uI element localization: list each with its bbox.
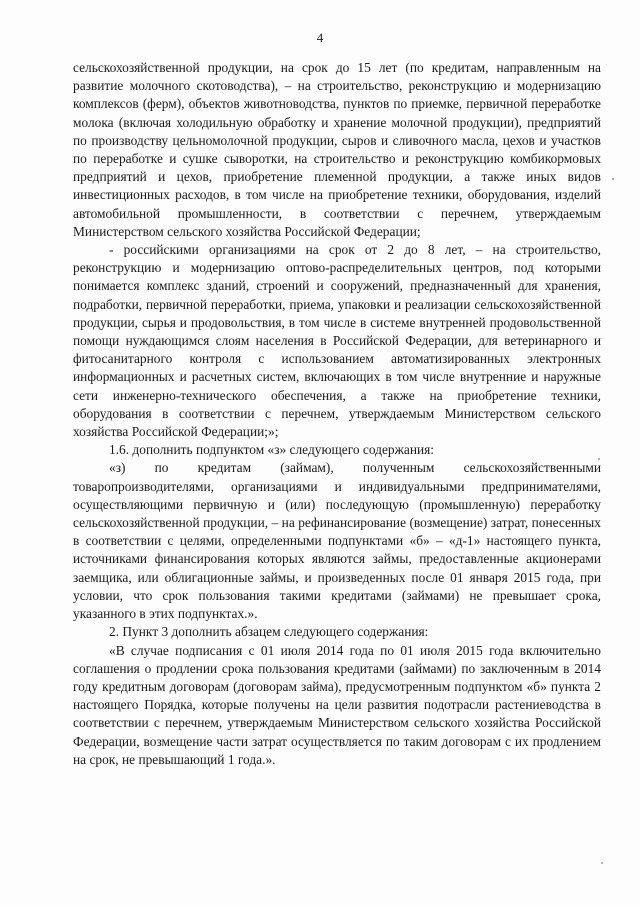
scan-artifact <box>612 178 614 180</box>
paragraph-dairy-loans: сельскохозяйственной продукции, на срок до 15 лет (по кредитам, направленным на развитие молочного скотоводства), – на строительство, реконструкцию и модернизацию комплексов (ферм), объектов животноводства, пунктов по приемке, первичной переработке молока (включая холодильную обработку и хранение молочной продукции), предприятий по производству цельномолочной продукции, сыров и сливочного масла, цехов и участков по переработке и сушке сыворотки, на строительство и реконструкцию комбикормовых предприятий и цехов, приобретение племенной продукции, а также иных видов инвестиционных расходов, в том числе на приобретение техники, оборудования, изделий автомобильной промышленности, в соответствии с перечнем, утверждаемым Министерством сельского хозяйства Российской Федерации; <box>73 60 601 239</box>
document-body <box>73 59 601 769</box>
scan-artifact <box>598 458 600 460</box>
paragraph-distribution-centers: - российскими организациями на срок от 2 до 8 лет, – на строительство, реконструкцию и модернизацию оптово-распределительных центров, под которыми понимается комплекс зданий, строений и сооружений, предназначенный для хранения, подработки, первичной переработки, приема, упаковки и реализации сельскохозяйственной продукции, сырья и продовольствия, в том числе в системе внутренней продовольственной помощи нуждающимся слоям населения в Российской Федерации, для ветеринарного и фитосанитарного контроля с использованием автоматизированных электронных информационных и расчетных систем, включающих в том числе внутренние и наружные сети инженерно-технического обеспечения, а также на приобретение техники, оборудования в соответствии с перечнем, утверждаемым Министерством сельского хозяйства Российской Федерации;»; <box>73 242 601 440</box>
scan-artifact <box>601 862 603 864</box>
paragraph-item-1-6: 1.6. дополнить подпунктом «з» следующего содержания: <box>109 442 435 458</box>
page-number: 4 <box>316 30 324 45</box>
paragraph-subitem-z: «з) по кредитам (займам), полученным сельскохозяйственными товаропроизводителями, организациями и индивидуальными предпринимателями, осуществляющими первичную и (или) последующую (промышленную) переработку сельскохозяйственной продукции, – на рефинансирование (возмещение) затрат, понесенных в соответствии с целями, определенными подпунктами «б» – «д-1» настоящего пункта, источниками финансирования которых являются займы, предоставленные акционерами заемщика, или облигационные займы, и произведенных после 01 января 2015 года, при условии, что срок пользования такими кредитами (займами) не превышает срока, указанного в этих подпунктах.». <box>73 460 601 622</box>
paragraph-extension-clause: «В случае подписания с 01 июля 2014 года по 01 июля 2015 года включительно соглашения о продлении срока пользования кредитами (займами) по заключенным в 2014 году кредитным договорам (договорам займа), предусмотренным подпунктом «б» пункта 2 настоящего Порядка, которые получены на цели развития подотрасли растениеводства в соответствии с перечнем, утверждаемым Министерством сельского хозяйства Российской Федерации, возмещение части затрат осуществляется по таким договорам с их продлением на срок, не превышающий 1 года.». <box>73 642 601 767</box>
paragraph-item-2: 2. Пункт 3 дополнить абзацем следующего содержания: <box>109 624 429 640</box>
